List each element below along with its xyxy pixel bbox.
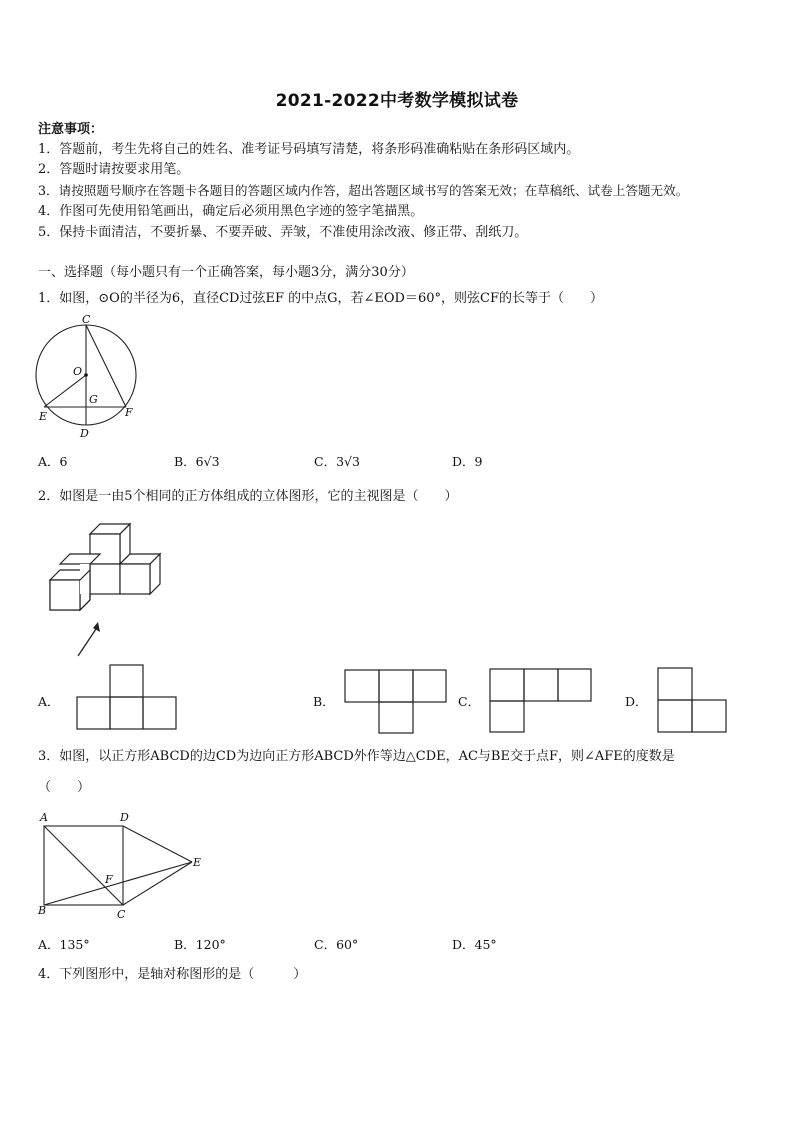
q2-option-b: B． (313, 694, 335, 709)
notice-item-5: 5．保持卡面清洁，不要折暴、不要弄破、弄皱，不准使用涂改液、修正带、刮纸刀。 (38, 225, 528, 240)
q1-circle-figure (34, 310, 144, 440)
q3-label-d: D (120, 811, 129, 824)
q1-label-c: C (82, 313, 91, 326)
q2-option-d: D． (625, 694, 648, 709)
q4-stem: 4．下列图形中，是轴对称图形的是（ ） (38, 967, 307, 982)
q1-label-o: O (73, 365, 83, 378)
notice-item-4: 4．作图可先使用铅笔画出，确定后必须用黑色字迹的签字笔描黑。 (38, 204, 424, 219)
q3-option-b: B．120° (174, 937, 226, 952)
q1-option-c-radicand: 3 (352, 454, 360, 469)
q3-label-b: B (38, 904, 47, 917)
q1-option-c-coef: C．3 (314, 454, 345, 469)
q1-label-d: D (80, 427, 89, 440)
q2-cube-stack-figure (44, 518, 164, 660)
q1-option-a: A．6 (38, 454, 68, 469)
q1-option-b-coef: B．6 (174, 454, 204, 469)
page-title: 2021-2022中考数学模拟试卷 (275, 91, 519, 111)
q3-label-f: F (105, 873, 113, 886)
q1-option-c (314, 452, 360, 470)
q3-label-c: C (117, 908, 126, 921)
q1-option-b (174, 452, 220, 470)
q3-option-c: C．60° (314, 937, 359, 952)
q2-option-a-figure[interactable] (76, 663, 180, 731)
q2-option-d-figure[interactable] (657, 667, 729, 735)
q2-option-a: A． (38, 694, 60, 709)
notice-heading: 注意事项： (38, 122, 104, 137)
q1-label-g: G (89, 393, 98, 406)
q2-option-b-figure[interactable] (344, 669, 448, 735)
q1-label-f: F (125, 406, 133, 419)
q2-option-c: C． (458, 694, 481, 709)
notice-item-3: 3．请按照题号顺序在答题卡各题目的答题区域内作答，超出答题区域书写的答案无效；在草稿纸、试卷上答题无效。 (38, 183, 689, 198)
q3-label-e: E (193, 856, 202, 869)
sqrt-icon: √ (203, 454, 212, 469)
q2-stem: 2．如图是一由5个相同的正方体组成的立体图形，它的主视图是（ ） (38, 489, 458, 504)
notice-item-2: 2．答题时请按要求用笔。 (38, 162, 190, 177)
q3-option-d: D．45° (452, 937, 497, 952)
q3-square-triangle-figure (34, 806, 210, 924)
q3-stem: 3．如图，以正方形ABCD的边CD为边向正方形ABCD外作等边△CDE，AC与BE交于点F，则∠AFE的度数是 (38, 749, 675, 764)
q1-option-d: D．9 (452, 454, 483, 469)
q1-option-b-radicand: 3 (211, 454, 220, 469)
q1-label-e: E (39, 410, 48, 423)
q3-label-a: A (40, 811, 48, 824)
q2-option-c-figure[interactable] (489, 668, 593, 734)
sqrt-icon: √ (344, 454, 352, 469)
section-heading: 一、选择题（每小题只有一个正确答案，每小题3分，满分30分） (38, 265, 414, 280)
notice-item-1: 1．答题前，考生先将自己的姓名、准考证号码填写清楚，将条形码准确粘贴在条形码区域内。 (38, 142, 580, 157)
q3-stem-paren: （ ） (38, 780, 91, 795)
q1-stem: 1．如图，⊙O的半径为6，直径CD过弦EF 的中点G，若∠EOD＝60°，则弦CF的长等于（ ） (38, 291, 603, 306)
q3-option-a: A．135° (38, 937, 90, 952)
